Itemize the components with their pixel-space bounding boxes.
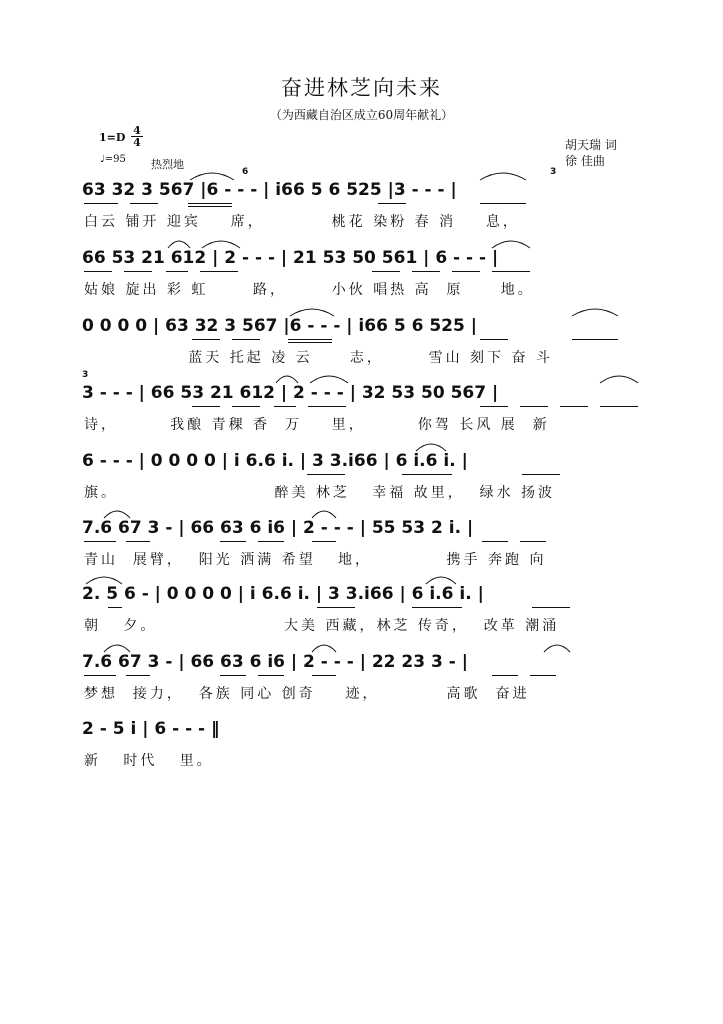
- slur-mark: [308, 373, 350, 385]
- slur-mark: [310, 508, 338, 520]
- notation-line: 3 - - - | 66 53 21 612 | 2 - - - | 32 53 50 567 |: [82, 383, 499, 403]
- lyrics-line: 朝 夕。 大美 西藏，林芝 传奇， 改革 潮涌: [84, 618, 560, 634]
- slur-mark: [200, 238, 242, 250]
- underline-mark: [412, 607, 462, 608]
- underline-mark: [124, 271, 152, 272]
- underline-mark: [84, 271, 112, 272]
- underline-mark: [126, 541, 150, 542]
- lyrics-line: 青山 展臂， 阳光 洒满 希望 地， 携手 奔跑 向: [84, 552, 547, 568]
- underline-mark: [492, 271, 530, 272]
- underline-mark: [258, 675, 284, 676]
- notation-line: 66 53 21 612 | 2 - - - | 21 53 50 561 | 6 - - - |: [82, 248, 499, 268]
- underline-mark: [480, 406, 508, 407]
- notation-line: 63 32 3 567 |6 - - - | i66 5 6 525 |3 - - - |: [82, 180, 457, 200]
- underline-mark: [274, 406, 296, 407]
- slur-mark: [166, 238, 192, 250]
- underline-mark: [84, 675, 116, 676]
- underline-mark: [402, 474, 452, 475]
- underline-mark: [84, 203, 118, 204]
- expression-mark: 热烈地: [151, 158, 184, 171]
- underline-mark: [560, 406, 588, 407]
- lyrics-line: 姑娘 旋出 彩 虹 路， 小伙 唱热 高 原 地。: [84, 282, 535, 298]
- tempo-mark: ♩=95: [100, 154, 126, 165]
- underline-mark: [532, 607, 570, 608]
- song-subtitle: （为西藏自治区成立60周年献礼）: [269, 108, 454, 122]
- slur-mark: [490, 238, 532, 250]
- slur-mark: [274, 373, 300, 385]
- underline-mark: [200, 271, 238, 272]
- slur-mark: [424, 574, 458, 586]
- lyrics-line: 旗。 醉美 林芝 幸福 故里， 绿水 扬波: [84, 485, 556, 501]
- notation-line: 2 - 5 i | 6 - - - ‖: [82, 719, 220, 739]
- octave-dot: 3: [82, 370, 89, 380]
- time-signature-top: 4: [133, 124, 141, 137]
- lyrics-line: 新 时代 里。: [84, 753, 214, 769]
- underline-mark: [192, 406, 220, 407]
- key-signature: 1=D: [99, 131, 126, 144]
- underline-mark: [372, 271, 400, 272]
- slur-mark: [310, 642, 338, 654]
- underline-mark: [188, 206, 232, 207]
- underline-mark: [572, 339, 618, 340]
- underline-mark: [492, 675, 518, 676]
- underline-mark: [220, 541, 246, 542]
- lyrics-line: 白云 铺开 迎宾 席， 桃花 染粉 春 消 息，: [84, 214, 520, 230]
- underline-mark: [232, 339, 260, 340]
- octave-dot: 6: [242, 167, 249, 177]
- octave-dot: 3: [550, 167, 557, 177]
- underline-mark: [378, 203, 406, 204]
- underline-mark: [288, 339, 332, 340]
- slur-mark: [102, 508, 132, 520]
- underline-mark: [84, 541, 116, 542]
- lyrics-line: 蓝天 托起 凌 云 志， 雪山 刻下 奋 斗: [84, 350, 553, 366]
- song-title: 奋进林芝向未来: [281, 76, 442, 100]
- lyricist-credit: 胡天瑞 词: [565, 138, 617, 152]
- underline-mark: [232, 406, 260, 407]
- lyrics-line: 诗， 我酿 青稞 香 万 里， 你驾 长风 展 新: [84, 417, 550, 433]
- underline-mark: [600, 406, 638, 407]
- underline-mark: [192, 339, 220, 340]
- slur-mark: [188, 170, 236, 182]
- underline-mark: [530, 675, 556, 676]
- notation-line: 0 0 0 0 | 63 32 3 567 |6 - - - | i66 5 6 525 |: [82, 316, 477, 336]
- time-signature-bottom: 4: [131, 136, 143, 148]
- slur-mark: [542, 642, 572, 654]
- underline-mark: [520, 541, 546, 542]
- underline-mark: [312, 675, 336, 676]
- underline-mark: [108, 607, 122, 608]
- notation-line: 2. 5 6 - | 0 0 0 0 | i 6.6 i. | 3 3.i66 | 6 i.6 i. |: [82, 584, 484, 604]
- notation-line: 7.6 67 3 - | 66 63 6 i6 | 2 - - - | 55 53 2 i. |: [82, 518, 474, 538]
- underline-mark: [482, 541, 508, 542]
- underline-mark: [288, 342, 332, 343]
- slur-mark: [414, 441, 448, 453]
- underline-mark: [258, 541, 284, 542]
- underline-mark: [412, 271, 440, 272]
- underline-mark: [317, 607, 355, 608]
- underline-mark: [188, 203, 232, 204]
- notation-line: 6 - - - | 0 0 0 0 | i 6.6 i. | 3 3.i66 | 6 i.6 i. |: [82, 451, 468, 471]
- slur-mark: [102, 642, 132, 654]
- underline-mark: [126, 675, 150, 676]
- lyrics-line: 梦想 接力， 各族 同心 创奇 迹， 高歌 奋进: [84, 686, 530, 702]
- slur-mark: [288, 306, 336, 318]
- composer-credit: 徐 佳曲: [565, 154, 605, 168]
- underline-mark: [480, 339, 508, 340]
- underline-mark: [452, 271, 480, 272]
- slur-mark: [598, 373, 640, 385]
- underline-mark: [130, 203, 158, 204]
- underline-mark: [312, 541, 336, 542]
- underline-mark: [308, 406, 346, 407]
- notation-line: 7.6 67 3 - | 66 63 6 i6 | 2 - - - | 22 23 3 - |: [82, 652, 468, 672]
- slur-mark: [570, 306, 620, 318]
- underline-mark: [480, 203, 526, 204]
- underline-mark: [522, 474, 560, 475]
- slur-mark: [84, 574, 124, 586]
- time-signature: [131, 125, 143, 148]
- slur-mark: [478, 170, 528, 182]
- underline-mark: [307, 474, 345, 475]
- underline-mark: [520, 406, 548, 407]
- underline-mark: [220, 675, 246, 676]
- underline-mark: [166, 271, 188, 272]
